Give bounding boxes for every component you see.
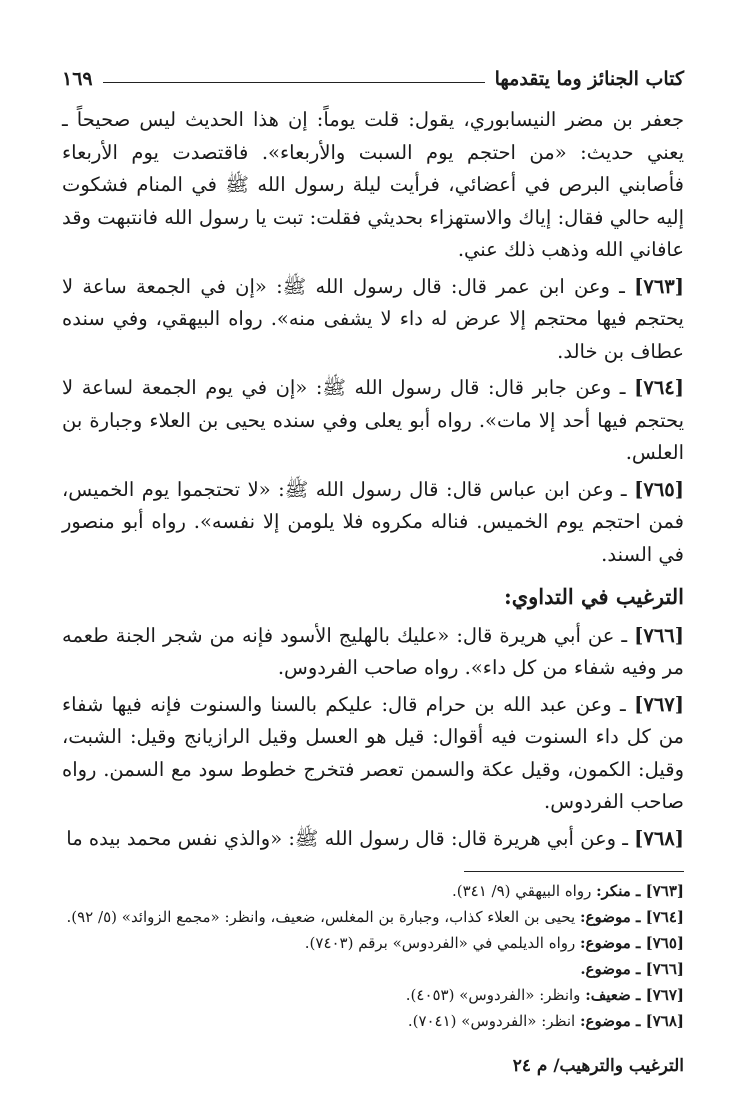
footnote: [٧٦٦] ـ موضوع. [580,960,684,978]
footnotes [62,878,684,1034]
paragraph: جعفر بن مضر النيسابوري، يقول: قلت يوماً: إن هذا الحديث ليس صحيحاً ـ يعني حديث: «من احتجم يوم السبت والأربعاء». فاقتصدت يوم الأربعاء فأصابني البرص في أعضائي، فرأيت ليلة رسول الله ﷺ في المنام فشكوت إليه حالي فقال: إياك والاستهزاء بحديثي فقلت: تبت يا رسول الله فانتبهت وقد عافاني الله وذهب ذلك عني. [62,108,684,261]
hadith-768 [62,823,684,856]
hadith-text: ـ وعن أبي هريرة قال: قال رسول الله ﷺ: «والذي نفس محمد بيده ما [66,826,635,850]
main-text [62,104,684,855]
footnote: [٧٦٤] ـ موضوع: يحيى بن العلاء كذاب، وجبارة بن المغلس، ضعيف، وانظر: «مجمع الزوائد» (٥/ ٩٢). [66,908,684,926]
hadith-765 [62,474,684,572]
hadith-number: [٧٦٥] [634,477,684,501]
section-heading: الترغيب في التداوي: [503,584,684,609]
hadith-767 [62,689,684,819]
footnote-separator [464,871,684,872]
hadith-text: ـ عن أبي هريرة قال: «عليك بالهليج الأسود فإنه من شجر الجنة طعمه مر وفيه شفاء من كل داء». رواه صاحب الفردوس. [62,623,684,679]
hadith-number: [٧٦٨] [634,826,684,850]
chapter-title: كتاب الجنائز وما يتقدمها [494,68,684,90]
hadith-text: ـ وعن ابن عباس قال: قال رسول الله ﷺ: «لا تحتجموا يوم الخميس، فمن احتجم يوم الخميس. فناله مكروه فلا يلومن إلا نفسه». رواه أبو منصور في السند. [62,477,684,566]
hadith-text: ـ وعن ابن عمر قال: قال رسول الله ﷺ: «إن في الجمعة ساعة لا يحتجم فيها محتجم إلا عرض له داء لا يشفى منه». رواه البيهقي، وفي سنده عطاف بن خالد. [62,274,684,363]
header-rule [103,82,485,83]
page [62,56,684,1034]
hadith-764 [62,372,684,470]
hadith-766 [62,620,684,685]
hadith-number: [٧٦٤] [634,376,684,399]
footnote: [٧٦٥] ـ موضوع: رواه الديلمي في «الفردوس» برقم (٧٤٠٣). [304,934,684,952]
page-number: ١٦٩ [62,68,93,90]
hadith-number: [٧٦٣] [634,274,684,298]
hadith-763 [62,271,684,369]
hadith-number: [٧٦٦] [634,623,684,647]
hadith-text: ـ وعن عبد الله بن حرام قال: عليكم بالسنا والسنوت فإنه فيها شفاء من كل داء السنوت فيه أقوال: قيل هو العسل وقيل الرازيانج وقيل: الشبت، وقيل: الكمون، وقيل عكة والسمن تعصر فتخرج خطوط سود مع السمن. رواه صاحب الفردوس. [62,692,684,813]
running-header [62,56,684,90]
page-footer: الترغيب والترهيب/ م ٢٤ [512,1056,684,1076]
hadith-text: ـ وعن جابر قال: قال رسول الله ﷺ: «إن في يوم الجمعة لساعة لا يحتجم فيها أحد إلا مات». رواه أبو يعلى وفي سنده يحيى بن العلاء وجبارة بن العلس. [62,376,684,464]
footnote: [٧٦٣] ـ منكر: رواه البيهقي (٩/ ٣٤١). [451,882,684,900]
footnote: [٧٦٧] ـ ضعيف: وانظر: «الفردوس» (٤٠٥٣). [405,986,684,1004]
hadith-number: [٧٦٧] [634,692,684,716]
footnote: [٧٦٨] ـ موضوع: انظر: «الفردوس» (٧٠٤١). [407,1012,684,1030]
